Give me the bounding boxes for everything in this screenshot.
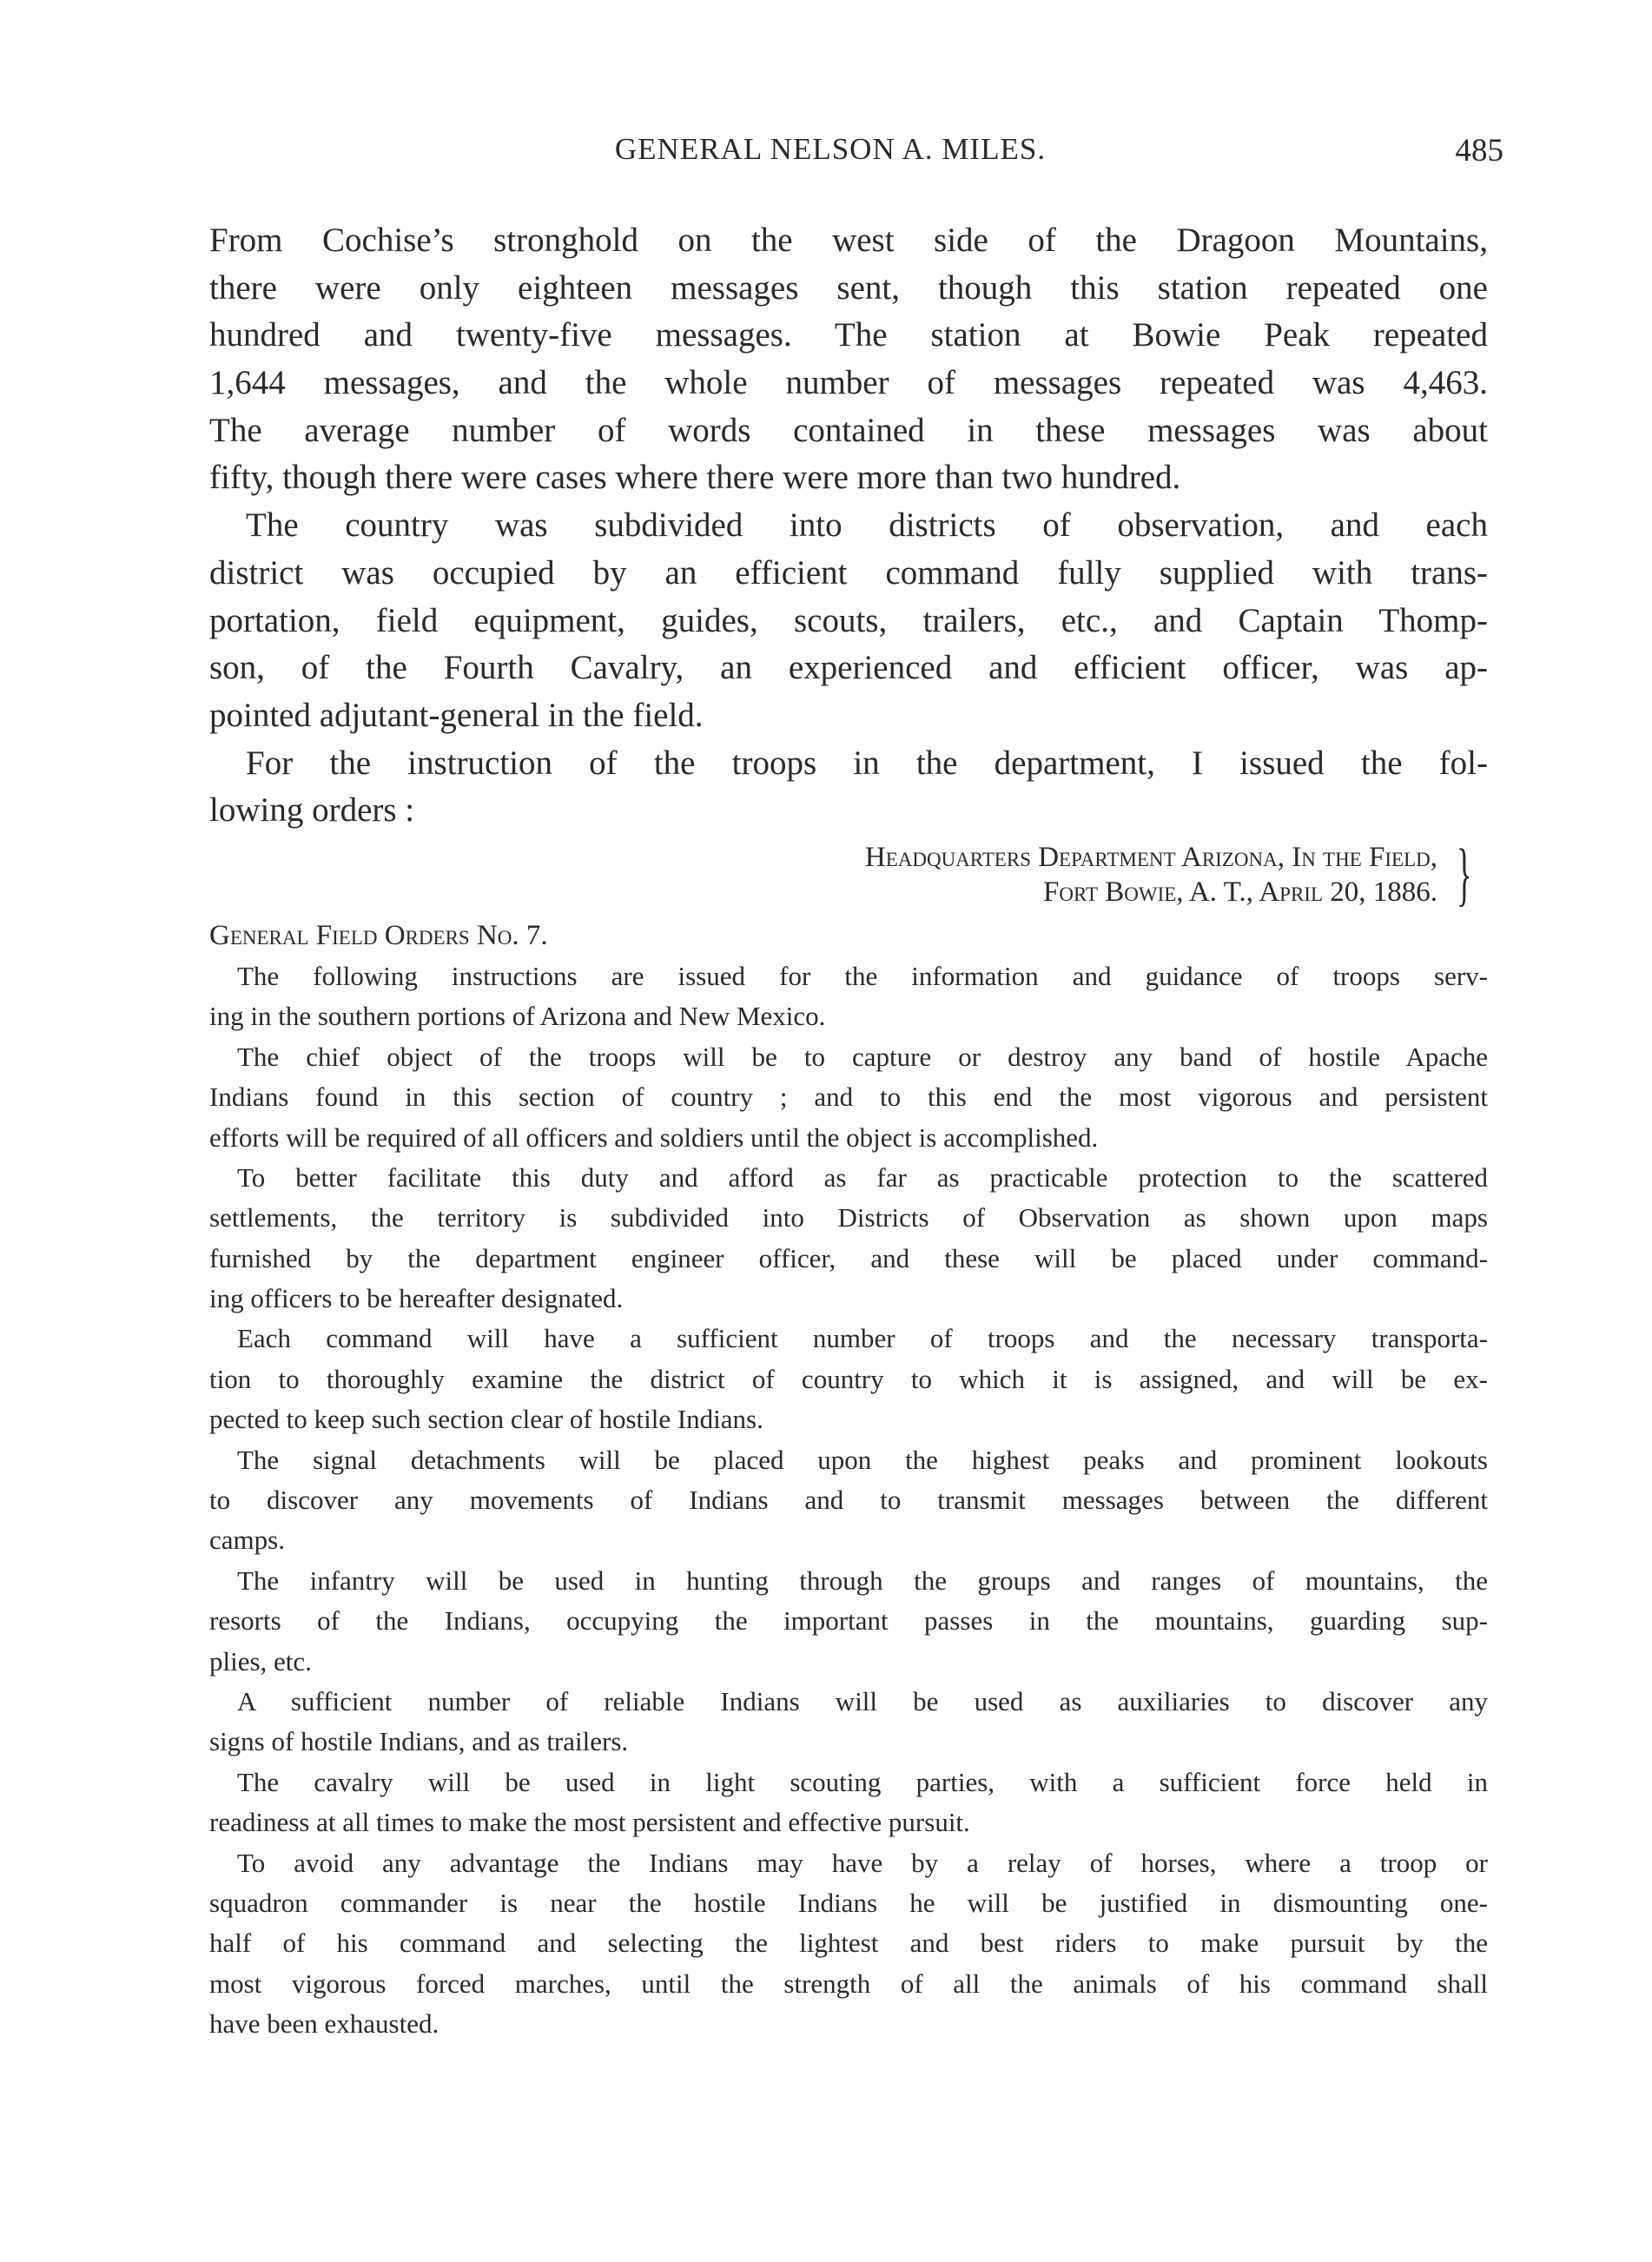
paragraph [209,1440,1488,1561]
dateline-headquarters: Headquarters Department Arizona, In the Field, [864,841,1437,873]
text-line: son, of the Fourth Cavalry, an experienced and efficient officer, was ap- [209,649,1488,687]
text-line: settlements, the territory is subdivided into Districts of Observation as shown upon maps [209,1202,1488,1234]
text-line: Each command will have a sufficient number of troops and the necessary transporta- [237,1323,1488,1354]
text-line: half of his command and selecting the lightest and best riders to make pursuit by the [209,1928,1488,1959]
text-line: squadron commander is near the hostile Indians he will be justified in dismounting one- [209,1887,1488,1918]
text-line: plies, etc. [209,1645,312,1677]
text-line: ing in the southern portions of Arizona and New Mexico. [209,1001,826,1032]
text-line: ing officers to be hereafter designated. [209,1283,624,1314]
paragraph [209,502,1488,739]
text-line: furnished by the department engineer officer, and these will be placed under command- [209,1242,1488,1273]
text-line: camps. [209,1525,285,1556]
brace-icon: } [1456,833,1472,913]
page-number: 485 [1455,133,1503,169]
text-line: Indians found in this section of country ; and to this end the most vigorous and persistent [209,1081,1488,1113]
text-line: A sufficient number of reliable Indians will be used as auxiliaries to discover any [237,1685,1488,1716]
order-dateline [209,833,1488,934]
paragraph [209,1037,1488,1158]
text-line: The signal detachments will be placed upon the highest peaks and prominent lookouts [237,1444,1488,1475]
paragraph [209,1561,1488,1682]
text-line: there were only eighteen messages sent, though this station repeated one [209,268,1488,307]
text-line: The infantry will be used in hunting through the groups and ranges of mountains, the [237,1564,1488,1596]
text-line: The following instructions are issued for the information and guidance of troops serv- [237,960,1488,991]
running-head [209,132,1503,175]
text-line: The country was subdivided into districts of observation, and each [246,506,1488,545]
text-line: pected to keep such section clear of hostile Indians. [209,1404,763,1435]
main-text [209,217,1488,835]
text-line: To avoid any advantage the Indians may have by a relay of horses, where a troop or [237,1847,1488,1878]
running-head-title: GENERAL NELSON A. MILES. [614,132,1047,166]
text-line: district was occupied by an efficient command fully supplied with trans- [209,553,1488,592]
text-line: pointed adjutant-general in the field. [209,696,704,734]
text-line: portation, field equipment, guides, scouts, trailers, etc., and Captain Thomp- [209,601,1488,639]
text-line: most vigorous forced marches, until the strength of all the animals of his command shall [209,1968,1488,1999]
text-line: tion to thoroughly examine the district of country to which it is assigned, and will be ex- [209,1363,1488,1394]
text-line: resorts of the Indians, occupying the important passes in the mountains, guarding sup- [209,1605,1488,1637]
text-line: lowing orders : [209,791,415,830]
text-line: efforts will be required of all officers and soldiers until the object is accomplished. [209,1121,1099,1153]
paragraph [209,217,1488,502]
text-line: To better facilitate this duty and afford as far as practicable protection to the scattered [237,1161,1488,1193]
paragraph [209,1682,1488,1763]
paragraph [209,740,1488,835]
text-line: readiness at all times to make the most persistent and effective pursuit. [209,1807,970,1838]
order-title: General Field Orders No. 7. [209,919,548,951]
paragraph [209,1319,1488,1439]
dateline-place-date: Fort Bowie, A. T., April 20, 1886. [1043,876,1437,908]
text-line: 1,644 messages, and the whole number of messages repeated was 4,463. [209,364,1488,402]
text-line: have been exhausted. [209,2008,439,2040]
text-line: The average number of words contained in these messages was about [209,411,1488,449]
text-line: From Cochise’s stronghold on the west side of the Dragoon Mountains, [209,222,1488,259]
text-line: to discover any movements of Indians and to transmit messages between the different [209,1485,1488,1516]
text-line: signs of hostile Indians, and as trailers. [209,1726,629,1757]
paragraph [209,1158,1488,1320]
text-line: hundred and twenty-five messages. The station at Bowie Peak repeated [209,316,1488,354]
order-text [209,956,1488,2045]
paragraph [209,956,1488,1037]
paragraph [209,1763,1488,1843]
text-line: The cavalry will be used in light scouting parties, with a sufficient force held in [237,1766,1488,1797]
text-line: The chief object of the troops will be to capture or destroy any band of hostile Apache [237,1041,1488,1072]
text-line: fifty, though there were cases where there were more than two hundred. [209,459,1181,497]
text-line: For the instruction of the troops in the department, I issued the fol- [246,744,1488,782]
paragraph [209,1843,1488,2045]
page-body [209,217,1488,2044]
